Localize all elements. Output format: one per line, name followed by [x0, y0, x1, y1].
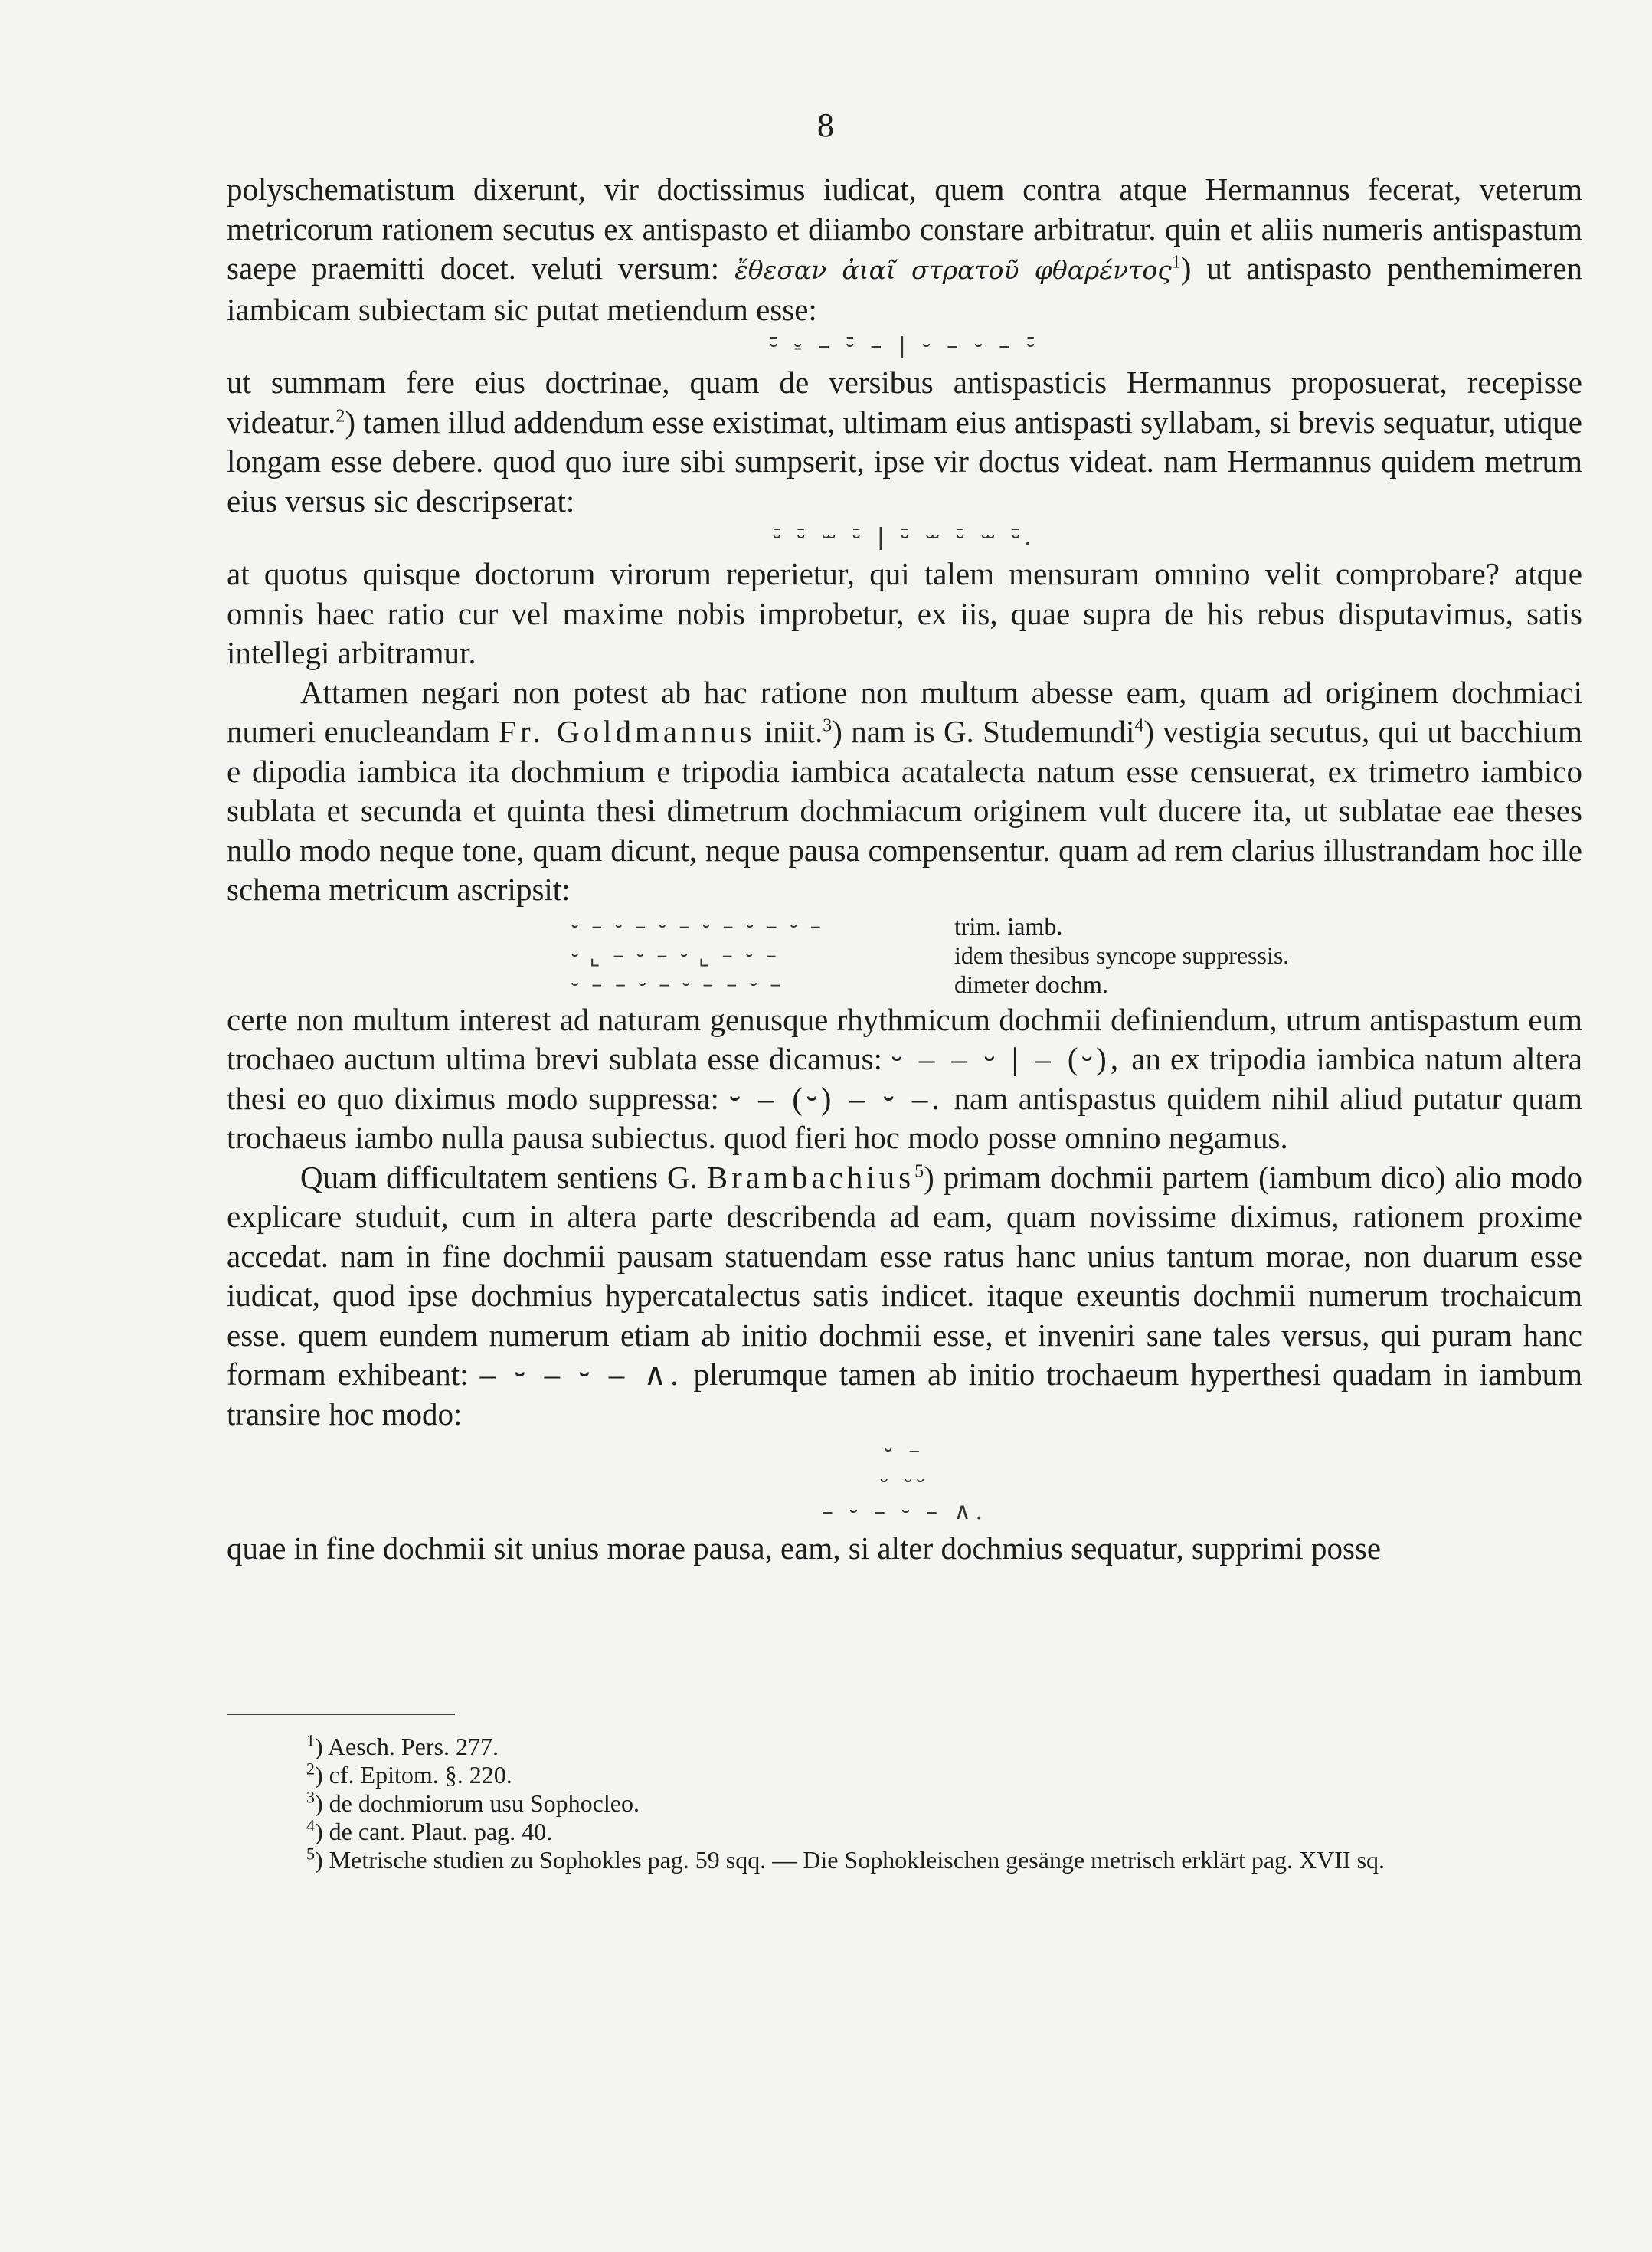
footnote-text: de dochmiorum usu Sophocleo. [329, 1789, 640, 1817]
scheme-line: ⏑ ⏑⏑ [880, 1468, 929, 1494]
text-span: primam dochmii partem (iambum dico) alio modo explicare studuit, cum in altera parte describenda ad eam, quam novissime diximus, rationem proxime accedat. nam in fine dochmii pausam statuendam esse ratus hanc unius tantum morae, non duarum esse iudicat, quod ipse dochmius hypercatalectus satis indicet. itaque exeuntis dochmii numerum trochaicum esse. quem eundem numerum etiam ab initio dochmii esse, et inveniri sane tales versus, qui puram hanc formam exhibeant: [227, 1159, 1582, 1392]
footnote-ref[interactable]: 5 [914, 1160, 924, 1181]
meter-row-2-scheme: ⏑ ⌞ – ⏑ – ⏑ ⌞ – ⏑ – [571, 941, 780, 967]
footnote-ref[interactable]: 2 [335, 405, 345, 426]
paragraph-3 [227, 555, 1582, 673]
meter-row-3-label: dimeter dochm. [954, 970, 1108, 998]
paragraph-1: polyschematistum dixerunt, vir doctissimus iudicat, quem contra atque Hermannus fecerat, veterum metricorum rationem secutus ex antispasto et diiambo constare arbitratur. quin et aliis numeris antispastum saepe praemitti docet. veluti versum: ἔθεσαν ἀιαῖ στρατοῦ φθαρέντος$^1$) ut antispasto penthemimeren iambicam subiectam sic putat metiendum esse: [227, 172, 1583, 327]
text-span: plerumque tamen ab initio trochaeum hyperthesi quadam in iambum transire hoc modo: [227, 1357, 1582, 1432]
footnote-number: 4 [306, 1815, 315, 1835]
text-span: ut summam fere eius doctrinae, quam de versibus antispasticis Hermannus proposuerat, recepisse videatur. [227, 365, 1582, 440]
text-span: nam antispastus quidem nihil aliud putatur quam trochaeus iambo nulla pausa subiectus. quod fieri hoc modo posse omnino negamus. [227, 1080, 1583, 1155]
text-span: at quotus quisque doctorum virorum reperietur, qui talem mensuram omnino velit comprobare? atque omnis haec ratio cur vel maxime nobis improbetur, ex iis, quae supra de his rebus disputavimus, satis intellegi arbitramur. [227, 556, 1582, 670]
author-name: Brambachius [706, 1159, 915, 1195]
page-number: 8 [817, 106, 835, 144]
paragraph-4: Attamen negari non potest ab hac ratione non multum abesse eam, quam ad originem dochmiaci numeri enucleandam Fr. Goldmannus iniit.$^3$) nam is G. Studemundi$^4$) vestigia secutus, qui ut bacchium e dipodia iambica ita dochmium e tripodia iambica acatalecta natum esse censuerat, ex trimetro iambico sublata et secunda et quinta thesi dimetrum dochmiacum originem vult ducere ita, ut sublatae eae theses nullo modo neque tone, quam dicunt, neque pausa compensentur. quam ad rem clarius illustrandam hoc ille schema metricum ascripsit: [227, 674, 1583, 907]
footnote: $^2$) cf. Epitom. §. 220. [306, 1759, 512, 1789]
footnote-text: Metrische studien zu Sophokles pag. 59 sqq. — Die Sophokleischen gesänge metrisch erklärt pag. XVII sq. [329, 1846, 1385, 1874]
text-span: certe non multum interest ad naturam genusque rhythmicum dochmii definiendum, utrum antispastum eum trochaeo auctum ultima brevi sublata esse dicamus: [227, 1001, 1582, 1076]
footnote: $^5$) Metrische studien zu Sophokles pag. 59 sqq. — Die Sophokleischen gesänge metrisch erklärt pag. XVII sq. [306, 1844, 1385, 1874]
footnote-text: de cant. Plaut. pag. 40. [329, 1818, 553, 1845]
text-span: quae in fine dochmii sit unius morae pausa, eam, si alter dochmius sequatur, supprimi posse [227, 1530, 1382, 1566]
main-text [227, 170, 1582, 1569]
footnote-divider [227, 1714, 455, 1715]
metrical-scheme-2: ⏑̄ ⏑̄ ⏖ ⏑̄ | ⏑̄ ⏖ ⏑̄ ⏖ ⏑̄. [773, 524, 1036, 551]
text-span: an ex tripodia iambica natum altera thesi eo quo diximus modo suppressa: [227, 1041, 1582, 1116]
text-span: polyschematistum dixerunt, vir doctissimus iudicat, quem contra atque Hermannus fecerat, veterum metricorum rationem secutus ex antispasto et diiambo constare arbitratur. quin et aliis numeris antispastum saepe praemitti docet. veluti versum: [227, 172, 1582, 286]
scheme-line: – ⏑ – ⏑ – ∧. [821, 1498, 988, 1525]
text-span: iniit. [764, 714, 823, 749]
meter-row-3-scheme: ⏑ – – ⏑ – ⏑ – – ⏑ – [571, 971, 784, 997]
footnote: $^3$) de dochmiorum usu Sophocleo. [306, 1787, 640, 1817]
scheme-line: ⏑ – [884, 1437, 925, 1464]
paragraph-2: ut summam fere eius doctrinae, quam de versibus antispasticis Hermannus proposuerat, recepisse videatur.$^2$) tamen illud addendum esse existimat, ultimam eius antispasti syllabam, si brevis sequatur, utique longam esse debere. quod quo iure sibi sumpserit, ipse vir doctus videat. nam Hermannus quidem metrum eius versus sic descripserat: [227, 365, 1582, 519]
footnote-number: 1 [306, 1730, 315, 1750]
text-span: vestigia secutus, qui ut bacchium e dipodia iambica ita dochmium e tripodia iambica acatalecta natum esse censuerat, ex trimetro iambico sublata et secunda et quinta thesi dimetrum dochmiacum originem vult ducere ita, ut sublatae eae theses nullo modo neque tone, quam dicunt, neque pausa compensentur. quam ad rem clarius illustrandam hoc ille schema metricum ascripsit: [227, 714, 1583, 907]
text-span: ut antispasto penthemimeren iambicam subiectam sic putat metiendum esse: [227, 250, 1583, 327]
footnote-ref[interactable]: 3 [823, 715, 833, 736]
inline-meter: ⏑ – – ⏑ | – (⏑), [891, 1041, 1123, 1076]
meter-row-1-scheme: ⏑ – ⏑ – ⏑ – ⏑ – ⏑ – ⏑ – [571, 912, 824, 938]
paragraph-6: Quam difficultatem sentiens G. Brambachius$^5$) primam dochmii partem (iambum dico) alio modo explicare studuit, cum in altera parte describenda ad eam, quam novissime diximus, rationem proxime accedat. nam in fine dochmii pausam statuendam esse ratus hanc unius tantum morae, non duarum esse iudicat, quod ipse dochmius hypercatalectus satis indicet. itaque exeuntis dochmii numerum trochaicum esse. quem eundem numerum etiam ab initio dochmii esse, et inveniri sane tales versus, qui puram hanc formam exhibeant: – ⏑ – ⏑ – ∧. plerumque tamen ab initio trochaeum hyperthesi quadam in iambum transire hoc modo: [227, 1159, 1582, 1432]
footnote-number: 5 [306, 1844, 315, 1864]
footnote-ref[interactable]: 1 [1171, 252, 1181, 273]
footnote-text: cf. Epitom. §. 220. [329, 1761, 512, 1789]
text-span: nam is G. Studemundi [851, 714, 1135, 749]
footnote-number: 3 [306, 1787, 315, 1807]
text-span: tamen illud addendum esse existimat, ultimam eius antispasti syllabam, si brevis sequatur, utique longam esse debere. quod quo iure sibi sumpserit, ipse vir doctus videat. nam Hermannus quidem metrum eius versus sic descripserat: [227, 404, 1582, 519]
footnote-number: 2 [306, 1759, 315, 1779]
paragraph-7 [227, 1529, 1582, 1569]
footnote-ref[interactable]: 4 [1134, 715, 1144, 736]
meter-row-2-label: idem thesibus syncope suppressis. [954, 941, 1290, 969]
inline-meter: – ⏑ – ⏑ – ∧. [479, 1357, 682, 1392]
text-span: Quam difficultatem sentiens G. [300, 1159, 698, 1195]
footnote-text: Aesch. Pers. 277. [327, 1733, 499, 1760]
author-name: Fr. Goldmannus [499, 714, 756, 749]
metrical-scheme-1: ⏑̄ ⏓ – ⏑̄ – | ⏑ – ⏑ – ⏑̄ [770, 332, 1039, 359]
paragraph-5 [227, 1000, 1582, 1158]
greek-quote: ἔθεσαν ἀιαῖ στρατοῦ φθαρέντος [734, 255, 1172, 285]
metrical-scheme-3 [227, 1437, 1582, 1526]
inline-meter: ⏑ – (⏑) – ⏑ –. [729, 1080, 944, 1116]
footnote: $^1$) Aesch. Pers. 277. [306, 1730, 499, 1760]
footnotes [306, 1730, 1593, 1874]
text-span: Attamen negari non potest ab hac ratione non multum abesse eam, quam ad originem dochmiaci numeri enucleandam [227, 674, 1582, 749]
meter-row-1-label: trim. iamb. [954, 912, 1063, 940]
footnote: $^4$) de cant. Plaut. pag. 40. [306, 1815, 553, 1845]
meter-table [571, 912, 1582, 999]
